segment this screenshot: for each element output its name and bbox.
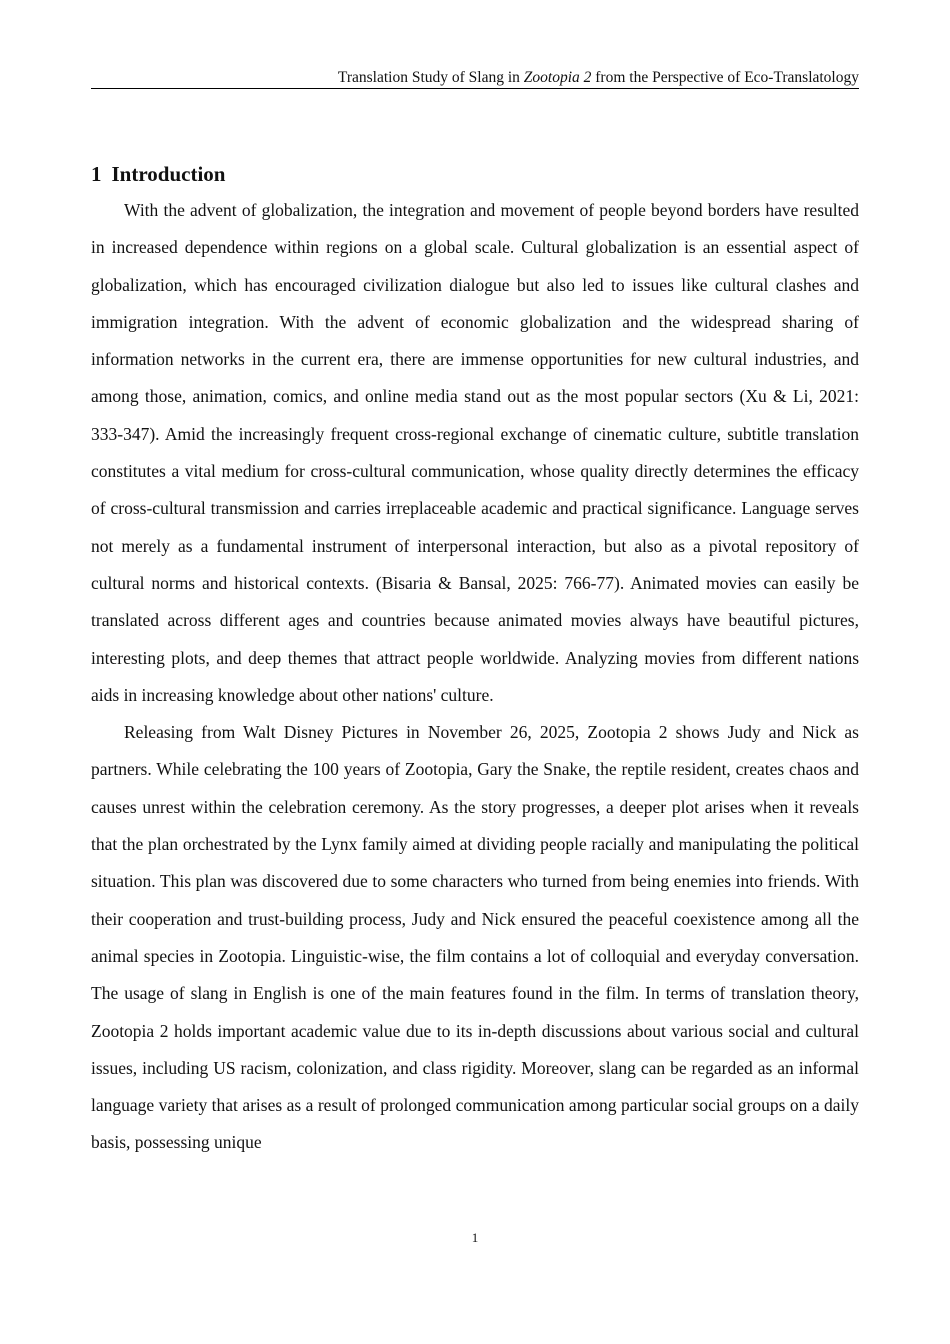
header-film-title: Zootopia 2 <box>523 69 592 86</box>
paragraph-globalization: With the advent of globalization, the integration and movement of people beyond borders have resulted in increased dependence within regions on a global scale. Cultural globalization is an essential aspect of globalization, which has encouraged civilization dialogue but also led to issues like cultural clashes and immigration integration. With the advent of economic globalization and the widespread sharing of information networks in the current era, there are immense opportunities for new cultural industries, and among those, animation, comics, and online media stand out as the most popular sectors (Xu & Li, 2021: 333-347). Amid the increasingly frequent cross-regional exchange of cinematic culture, subtitle translation constitutes a vital medium for cross-cultural communication, whose quality directly determines the efficacy of cross-cultural transmission and carries irreplaceable academic and practical significance. Language serves not merely as a fundamental instrument of interpersonal interaction, but also as a pivotal repository of cultural norms and historical contexts. (Bisaria & Bansal, 2025: 766-77). Animated movies can easily be translated across different ages and countries because animated movies always have beautiful pictures, interesting plots, and deep themes that attract people worldwide. Analyzing movies from different nations aids in increasing knowledge about other nations' culture. <box>91 200 859 705</box>
section-number: 1 <box>91 162 102 186</box>
page-number: 1 <box>471 1230 479 1245</box>
body-text <box>91 192 859 1162</box>
section-title: Introduction <box>111 162 226 186</box>
paragraph-zootopia-2: Releasing from Walt Disney Pictures in November 26, 2025, Zootopia 2 shows Judy and Nick as partners. While celebrating the 100 years of Zootopia, Gary the Snake, the reptile resident, creates chaos and causes unrest within the celebration ceremony. As the story progresses, a deeper plot arises when it reveals that the plan orchestrated by the Lynx family aimed at dividing people racially and manipulating the political situation. This plan was discovered due to some characters who turned from being enemies into friends. With their cooperation and trust-building process, Judy and Nick ensured the peaceful coexistence among all the animal species in Zootopia. Linguistic-wise, the film contains a lot of colloquial and everyday conversation. The usage of slang in English is one of the main features found in the film. In terms of translation theory, Zootopia 2 holds important academic value due to its in-depth discussions about various social and cultural issues, including US racism, colonization, and class rigidity. Moreover, slang can be regarded as an informal language variety that arises as a result of prolonged communication among particular social groups on a daily basis, possessing unique <box>91 722 859 1153</box>
section-heading <box>91 160 225 188</box>
header-title-start: Translation Study of Slang in <box>337 69 524 86</box>
running-header <box>91 68 859 89</box>
header-title-end: from the Perspective of Eco-Translatology <box>591 69 859 86</box>
